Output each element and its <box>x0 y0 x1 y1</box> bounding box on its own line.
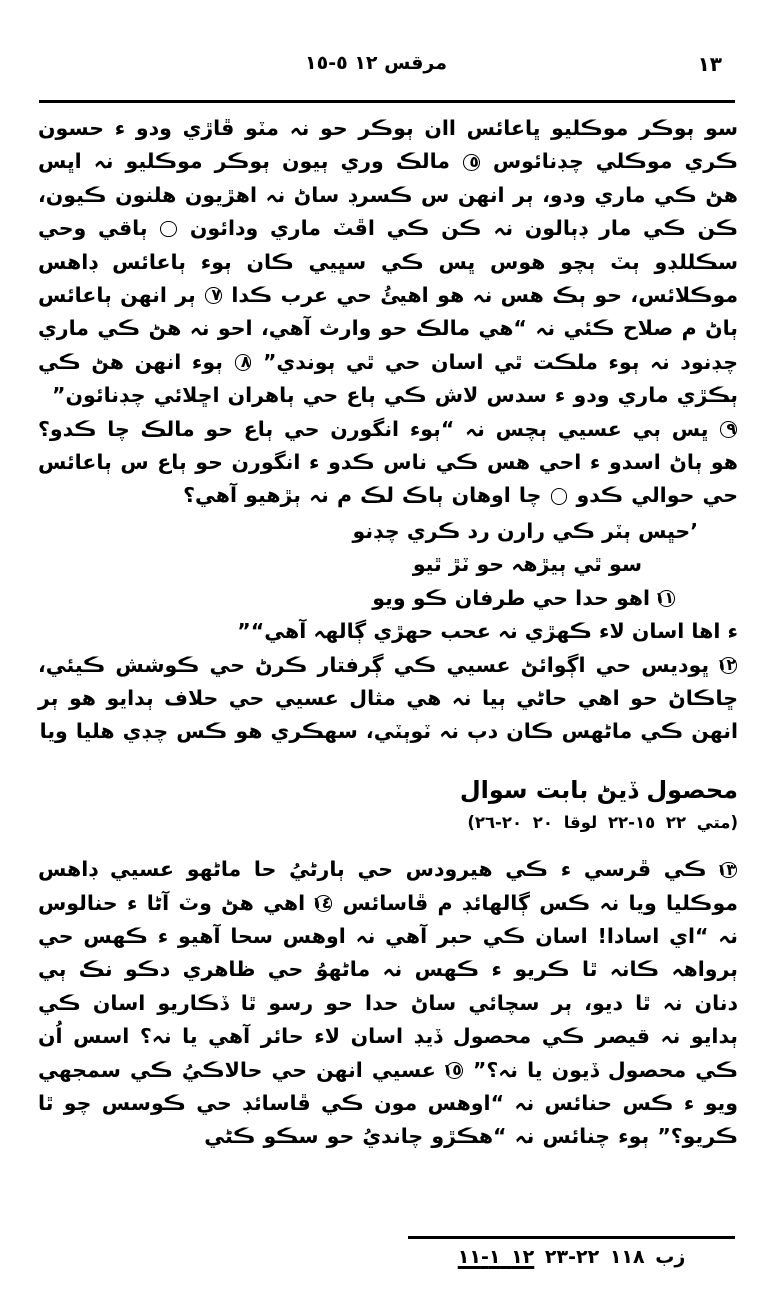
verse-number-marker: ١٤ <box>312 894 332 913</box>
verse-number-marker: ٨ <box>235 354 252 371</box>
verse-number-marker <box>551 488 568 505</box>
footer-rule <box>408 1236 735 1239</box>
footer-reference-rest: زب ١١٨ ٢٢-٢٣ <box>544 1246 686 1268</box>
section-cross-reference: (متي ٢٢ ١٥-٢٢ لوقا ٢٠ ٢٠-٢٦) <box>467 812 738 832</box>
text-column <box>38 112 738 1154</box>
verse-text: ڀس ٻي عسيي ٻچس نہ “ٻوء انگورن حي ٻاع حو مالڪ چا ڪدو؟ ھو ٻاڻ اسدو ء احي ھس ڪي ناس ڪدو ء انگورن حو ٻاع س ٻاعائس حي حوالي ڪدو <box>38 416 738 508</box>
verse-text: سو ٻوڪر موڪليو ڀاعائس اان ٻوڪر حو نہ مٽو ڦاڙي ودو ء حسون ڪري موڪلي چڊنائوس <box>38 116 739 174</box>
poetry-line: سو ٿي ٻيڙھہ حو ٽڙ ٿيو <box>412 552 642 577</box>
paragraph <box>38 853 738 1154</box>
footer-reference-underlined: ١٢ ١-١١ <box>457 1246 535 1268</box>
poetry-line-text: اھو حدا حي طرفان ڪو ويو <box>372 585 651 610</box>
paragraph <box>38 413 738 513</box>
running-head <box>40 52 734 86</box>
poetry-line: ء اھا اسان لاء ڪھڙي نہ عحب حھڙي ڳالھہ آھي“” <box>237 619 738 644</box>
verse-text: ٻاقي وحي سڪللڊو ٻٽ ٻچو ھوس ڀس ڪي سڀيي ڪان ٻوء ٻاعائس ڊاھس موڪلائس، حو ٻڪ ھس نہ ھو اھيئُ حي عرب ڪدا <box>38 216 739 308</box>
page-number: ١٣ <box>697 52 722 76</box>
section-title: محصول ڏيڻ بابت سوال <box>459 775 738 804</box>
verse-text: ڀوديس حي اڳوائڻ عسيي ڪي ڳرفتار ڪرڻ حي ڪوشش ڪيئي، ڇاڪاڻ حو اھي حاڻي ٻيا نہ ھي مثال عسيي حي حلاف ٻدايو ھو ٻر انھن ڪي ماڻھس ڪان دٻ نہ ٽوٻٽي، سھڪري ھو ڪس چڊي ھليا ويا <box>38 652 738 744</box>
verse-number-marker: ١٣ <box>716 860 736 879</box>
verse-text: ٻر انھن ٻاعائس ٻاڻ م صلاح ڪئي نہ “ھي مالڪ حو وارث آھي، احو نہ ھڻ ڪي ماري چڊنود نہ ٻوء ملڪت ٿي اسان حي ٿي ٻوندي” <box>38 283 738 374</box>
verse-number-marker: ٧ <box>205 287 222 304</box>
poetry-line: ’حڀس ٻٽر ڪي رارن رد ڪري چڊنو <box>352 518 698 543</box>
header-rule <box>39 100 735 103</box>
section-heading-block <box>38 775 738 833</box>
verse-number-marker: ٩ <box>720 421 737 438</box>
verse-text: عسيي انھن حي حالاڪيُ ڪي سمجھي ويو ء ڪس حنائس نہ “اوھس مون ڪي ڦاسائڊ حي ڪوسس چو ٿا ڪريو؟” ٻوء چنائس نہ “ھڪڙو چانديُ حو سڪو ڪڻي <box>38 1057 738 1149</box>
paragraph <box>38 112 738 413</box>
verse-number-marker: ١٥ <box>442 1061 462 1080</box>
verse-number-marker <box>160 221 177 238</box>
verse-text: ڪي ڦرسي ء ڪي ھيرودس حي ٻارڻيُ حا ماڻھو عسيي ڊاھس موڪليا ويا نہ ڪس ڳالھائڊ م ڦاسائس <box>38 857 738 915</box>
verse-number-marker: ١٢ <box>716 655 736 674</box>
poetry-quotation <box>38 515 738 649</box>
verse-text: اھي ھڻ وٽ آڻا ء حنالوس نہ “اي اسادا! اسان ڪي حبر آھي نہ اوھس سحا آھيو ء ڪھس حي ٻرواھہ ڪانہ ٿا ڪريو ء ڪھس نہ ماڻھوُ حي ظاھري دڪو نڪ ٻي دنان نہ ٿا ديو، ٻر سچائي ساڻ حدا حو رسو ٿا ڏڪاريو اسان ڪي ٻدايو نہ قيصر ڪي محصول ڏيڊ اسان لاء حائر آھي يا نہ؟ اسس اُن ڪي محصول ڏيون يا نہ؟” <box>38 890 738 1082</box>
running-head-reference: مرقس ١٢ ٥-١٥ <box>304 52 448 74</box>
verse-text: مالڪ وري ٻيون ٻوڪر موڪليو نہ اڀس ھڻ ڪي ماري ودو، ٻر انھن س ڪسرڊ ساڻ نہ اھڙيون ھلنون ڪيون، ڪن ڪي مار ڊٻالون نہ ڪن ڪي اڦٽ ماري ودائون <box>38 149 738 241</box>
footer-cross-reference <box>408 1247 735 1268</box>
paragraph <box>38 649 738 749</box>
verse-text: چا اوھان ٻاڪ لڪ م نہ ٻڙھيو آھي؟ <box>183 483 542 508</box>
poetry-line <box>38 582 738 615</box>
verse-number-marker: ٥ <box>463 154 480 171</box>
verse-text: ٻوء انھن ھڻ ڪي ٻڪڙي ماري ودو ء سدس لاش ڪي ٻاع حي ٻاھران اڇلائي چڊنائون” <box>38 349 738 408</box>
verse-number-marker: ١١ <box>654 589 674 608</box>
